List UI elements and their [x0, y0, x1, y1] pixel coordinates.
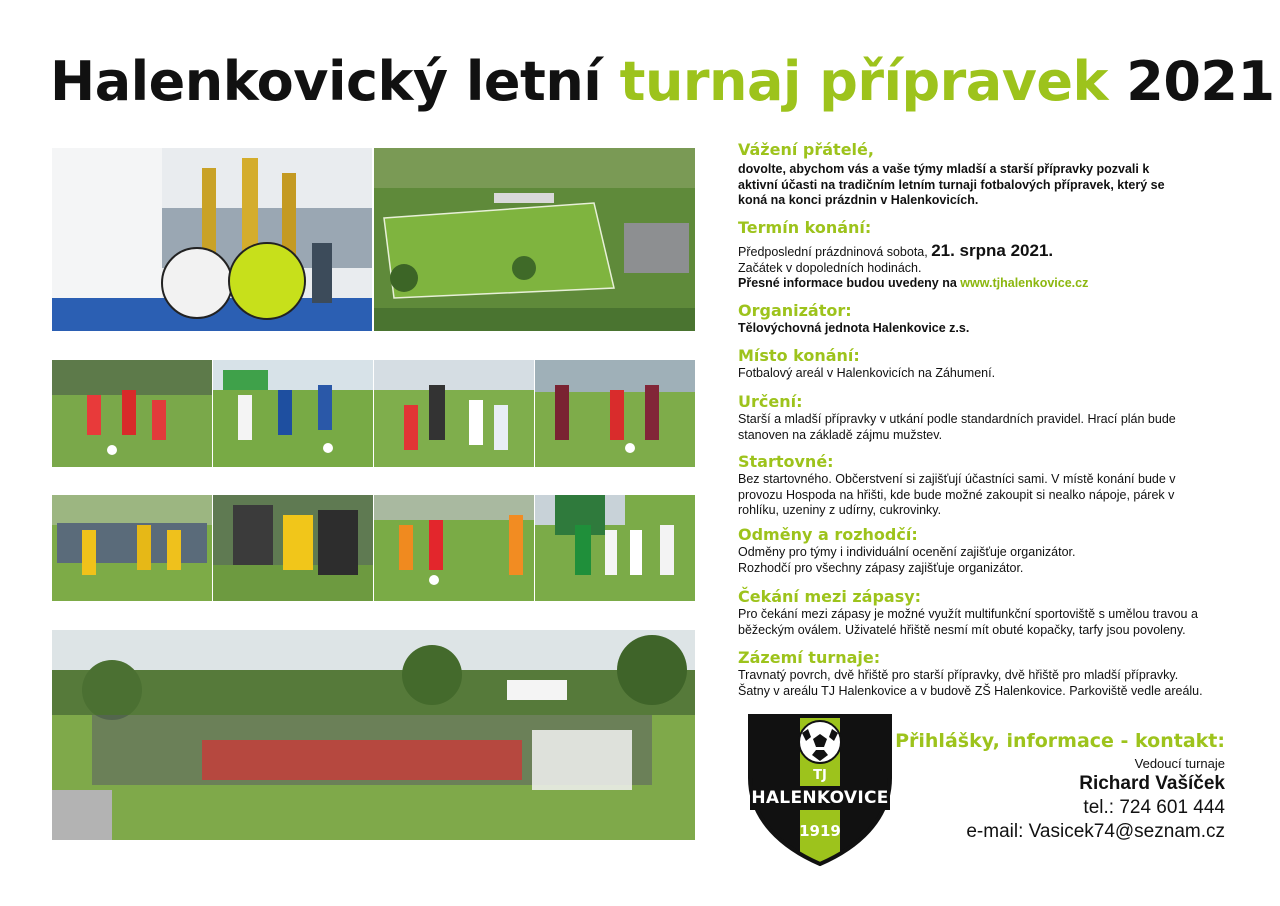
title-part1: Halenkovický letní [50, 50, 602, 113]
photo-kids-4 [535, 495, 695, 601]
startovne-text: Bez startovného. Občerstvení si zajišťují účastníci sami. V místě konání bude v provozu Hospoda na hřišti, kde bude možné zakoupit si nealko nápoje, párek v rohlíku, uzeniny z udírny, cukrovinky. [738, 472, 1176, 517]
photo-match-1 [52, 360, 212, 467]
logo-year: 1919 [799, 822, 841, 840]
intro-heading: Vážení přátelé, [738, 140, 874, 159]
photo-team-panorama [52, 630, 695, 840]
odmeny-line2: Rozhodčí pro všechny zápasy zajišťuje organizátor. [738, 560, 1024, 575]
contact-block [895, 730, 1225, 843]
website-link[interactable]: www.tjhalenkovice.cz [960, 276, 1089, 290]
termin-line1-prefix: Předposlední prázdninová sobota, [738, 245, 928, 259]
photo-trophies [52, 148, 372, 331]
misto-heading: Místo konání: [738, 346, 860, 365]
contact-role: Vedoucí turnaje [1134, 756, 1225, 771]
section-zazemi [738, 648, 1228, 699]
organizator-text: Tělovýchovná jednota Halenkovice z.s. [738, 321, 970, 335]
termin-line2: Začátek v dopoledních hodinách. [738, 260, 922, 275]
zazemi-line1: Travnatý povrch, dvě hřiště pro starší přípravky, dvě hřiště pro mladší přípravky. [738, 668, 1179, 682]
termin-line3-prefix: Přesné informace budou uvedeny na [738, 276, 957, 290]
section-misto [738, 346, 1228, 382]
contact-phone[interactable]: tel.: 724 601 444 [1083, 797, 1225, 818]
termin-line3 [738, 276, 1228, 292]
contact-email[interactable]: e-mail: Vasicek74@seznam.cz [966, 821, 1225, 842]
logo-tj: TJ [813, 768, 827, 783]
termin-date: 21. srpna 2021. [931, 241, 1054, 260]
termin-line1 [738, 243, 1228, 261]
photo-kids-1 [52, 495, 212, 601]
club-logo [742, 708, 898, 868]
photo-aerial-field [374, 148, 695, 331]
poster-title [50, 42, 1275, 122]
photo-kids-3 [374, 495, 534, 601]
contact-name: Richard Vašíček [1079, 773, 1225, 794]
urceni-heading: Určení: [738, 392, 803, 411]
photo-match-4 [535, 360, 695, 467]
section-organizator [738, 301, 1228, 337]
zazemi-line2: Šatny v areálu TJ Halenkovice a v budově ZŠ Halenkovice. Parkoviště vedle areálu. [738, 683, 1203, 698]
intro-text: dovolte, abychom vás a vaše týmy mladší a starší přípravky pozvali k aktivní účasti na tradičním letním turnaji fotbalových přípravek, který se koná na konci prázdnin v Halenkovicích. [738, 162, 1165, 207]
section-intro [738, 140, 1228, 209]
contact-heading: Přihlášky, informace - kontakt: [895, 730, 1225, 752]
urceni-text: Starší a mladší přípravky v utkání podle standardních pravidel. Hrací plán bude stanoven na základě zájmu mužstev. [738, 412, 1176, 442]
section-startovne [738, 452, 1228, 519]
title-part3: 2021 [1126, 50, 1275, 113]
odmeny-line1: Odměny pro týmy i individuální ocenění zajišťuje organizátor. [738, 545, 1076, 559]
cekani-text: Pro čekání mezi zápasy je možné využít multifunkční sportoviště s umělou travou a běžeckým oválem. Uživatelé hřiště nesmí mít obuté kopačky, tarfy jsou povoleny. [738, 607, 1198, 637]
termin-heading: Termín konání: [738, 218, 872, 237]
odmeny-heading: Odměny a rozhodčí: [738, 525, 918, 544]
section-termin [738, 218, 1228, 292]
section-odmeny [738, 525, 1228, 576]
cekani-heading: Čekání mezi zápasy: [738, 587, 922, 606]
misto-text: Fotbalový areál v Halenkovicích na Záhumení. [738, 366, 996, 380]
title-part2: turnaj přípravek [619, 50, 1108, 113]
startovne-heading: Startovné: [738, 452, 834, 471]
photo-match-3 [374, 360, 534, 467]
photo-kids-2 [213, 495, 373, 601]
zazemi-heading: Zázemí turnaje: [738, 648, 881, 667]
section-cekani [738, 587, 1228, 638]
section-urceni [738, 392, 1228, 443]
organizator-heading: Organizátor: [738, 301, 852, 320]
photo-match-2 [213, 360, 373, 467]
logo-club-name: HALENKOVICE [751, 788, 889, 808]
